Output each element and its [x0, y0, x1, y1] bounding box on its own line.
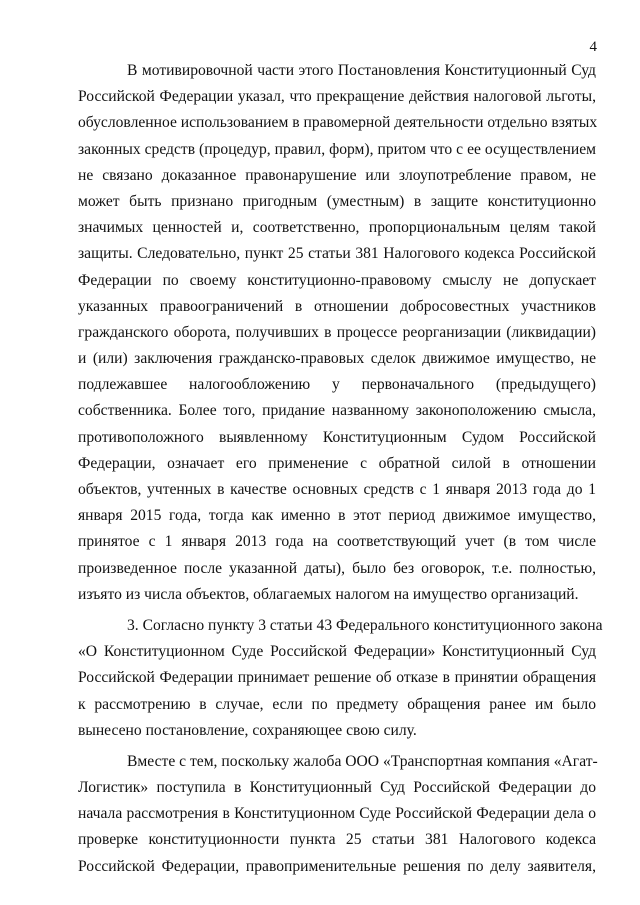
- text-line: Федерации, означает его применение с обратной силой в отношении: [78, 454, 596, 472]
- text-line: проверке конституционности пункта 25 статьи 381 Налогового кодекса: [78, 831, 596, 849]
- text-line: может быть признано пригодным (уместным) в защите конституционно: [78, 192, 596, 210]
- text-line: Логистик» поступила в Конституционный Суд Российской Федерации до: [78, 779, 596, 797]
- text-line: не связано доказанное правонарушение или злоупотребление правом, не: [78, 166, 596, 184]
- paragraph: [78, 749, 596, 880]
- text-line: Российской Федерации, правоприменительные решения по делу заявителя,: [78, 857, 596, 875]
- text-line: января 2015 года, тогда как именно в этот период движимое имущество,: [78, 507, 596, 525]
- paragraph: [78, 58, 596, 608]
- text-line: В мотивировочной части этого Постановления Конституционный Суд: [127, 62, 596, 79]
- text-line: Федерации по своему конституционно-правовому смыслу не допускает: [78, 271, 596, 289]
- text-line: указанных правоограничений в отношении добросовестных участников: [78, 297, 596, 315]
- text-line: Российской Федерации принимает решение об отказе в принятии обращения: [78, 669, 596, 687]
- text-line: объектов, учтенных в качестве основных средств с 1 января 2013 года до 1: [78, 481, 596, 498]
- text-line: гражданского оборота, получивших в процессе реорганизации (ликвидации): [78, 323, 596, 341]
- text-line: подлежавшее налогообложению у первоначального (предыдущего): [78, 376, 596, 394]
- document-body: [78, 58, 603, 880]
- text-line: законных средств (процедур, правил, форм), притом что с ее осуществлением: [78, 140, 596, 158]
- text-line: 3. Согласно пункту 3 статьи 43 Федерального конституционного закона: [127, 616, 603, 634]
- text-line: «О Конституционном Суде Российской Федерации» Конституционный Суд: [78, 643, 596, 661]
- text-line: значимых ценностей и, соответственно, пропорциональным целям такой: [78, 219, 596, 237]
- text-line: вынесено постановление, сохраняющее свою силу.: [78, 721, 417, 739]
- text-line: к рассмотрению в случае, если по предмету обращения ранее им было: [78, 695, 596, 713]
- page-number: 4: [589, 39, 597, 55]
- text-line: собственника. Более того, придание названному законоположению смысла,: [78, 402, 596, 420]
- text-line: изъято из числа объектов, облагаемых налогом на имущество организаций.: [78, 585, 579, 603]
- text-line: Российской Федерации указал, что прекращение действия налоговой льготы,: [78, 88, 596, 106]
- text-line: обусловленное использованием в правомерной деятельности отдельно взятых: [78, 114, 598, 132]
- text-line: Вместе с тем, поскольку жалоба ООО «Транспортная компания «Агат-: [127, 752, 598, 770]
- text-line: защиты. Следовательно, пункт 25 статьи 381 Налогового кодекса Российской: [78, 245, 596, 263]
- text-line: принятое с 1 января 2013 года на соответствующий учет (в том числе: [78, 533, 596, 551]
- text-line: начала рассмотрения в Конституционном Суде Российской Федерации дела о: [78, 805, 596, 823]
- paragraph: [78, 613, 603, 744]
- text-line: произведенное после указанной даты), было без оговорок, т.е. полностью,: [78, 559, 596, 577]
- text-line: и (или) заключения гражданско-правовых сделок движимое имущество, не: [78, 350, 596, 368]
- text-line: противоположного выявленному Конституционным Судом Российской: [78, 428, 596, 446]
